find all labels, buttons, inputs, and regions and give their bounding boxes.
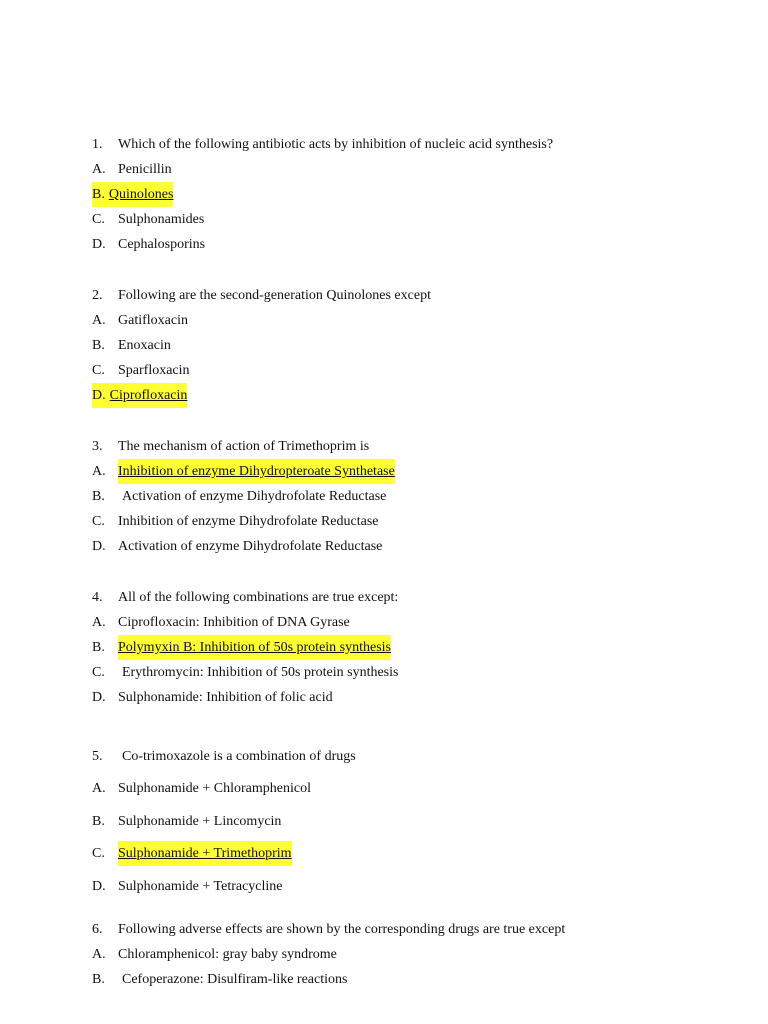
option-letter: B. [92,489,105,504]
option-text: Sulphonamide + Tetracycline [118,879,283,894]
question-text: Co-trimoxazole is a combination of drugs [122,749,356,764]
option-b [92,182,732,207]
option-text: Sulphonamide + Chloramphenicol [118,781,311,796]
option-d [92,534,732,559]
question-text: The mechanism of action of Trimethoprim is [118,439,370,454]
option-letter: B. [92,972,105,987]
option-text: Cephalosporins [118,237,206,252]
question-number: 2. [92,288,103,303]
option-text: Sulphonamides [118,212,205,227]
option-d [92,383,732,408]
option-letter: A. [92,313,106,328]
option-letter: A. [92,947,106,962]
option-text: Activation of enzyme Dihydrofolate Reductase [118,539,383,554]
question-5 [92,744,732,899]
option-text: Quinolones [108,187,174,202]
option-b [92,967,732,992]
question-text: All of the following combinations are true except: [118,590,399,605]
option-b [92,333,732,358]
question-stem [92,585,732,610]
option-text: Cefoperazone: Disulfiram-like reactions [122,972,348,987]
option-a [92,942,732,967]
option-letter: D. [92,388,106,403]
option-c [92,509,732,534]
option-a [92,308,732,333]
option-c [92,660,732,685]
option-a [92,610,732,635]
option-b [92,484,732,509]
question-number: 3. [92,439,103,454]
option-c [92,207,732,232]
option-letter: B. [92,338,105,353]
option-text: Erythromycin: Inhibition of 50s protein synthesis [122,665,399,680]
question-6 [92,917,732,992]
highlighted-answer [92,383,187,408]
question-stem [92,917,732,942]
question-text: Following are the second-generation Quinolones except [118,288,431,303]
option-letter: D. [92,879,106,894]
question-3 [92,434,732,559]
option-text: Inhibition of enzyme Dihydropteroate Synthetase [118,464,395,479]
option-c [92,841,732,866]
option-letter: C. [92,665,105,680]
option-text: Penicillin [118,162,172,177]
option-text: Activation of enzyme Dihydrofolate Reductase [122,489,387,504]
option-d [92,874,732,899]
question-text: Which of the following antibiotic acts by inhibition of nucleic acid synthesis? [118,137,554,152]
option-letter: D. [92,690,106,705]
option-text: Inhibition of enzyme Dihydrofolate Reductase [118,514,379,529]
option-text: Ciprofloxacin [109,388,188,403]
highlighted-answer [118,635,391,660]
question-text: Following adverse effects are shown by the corresponding drugs are true except [118,922,566,937]
question-1 [92,132,732,257]
option-text: Sulphonamide + Lincomycin [118,814,282,829]
highlighted-answer [118,459,395,484]
option-b [92,809,732,834]
option-letter: A. [92,162,106,177]
option-b [92,635,732,660]
highlighted-answer [92,182,173,207]
option-letter: D. [92,539,106,554]
option-letter: A. [92,615,106,630]
option-a [92,776,732,801]
option-letter: C. [92,212,105,227]
option-letter: D. [92,237,106,252]
highlighted-answer [118,841,292,866]
option-text: Ciprofloxacin: Inhibition of DNA Gyrase [118,615,350,630]
question-number: 6. [92,922,103,937]
option-text: Sparfloxacin [118,363,190,378]
option-text: Sulphonamide + Trimethoprim [118,846,292,861]
option-a [92,157,732,182]
option-text: Sulphonamide: Inhibition of folic acid [118,690,333,705]
option-letter: C. [92,363,105,378]
option-c [92,358,732,383]
option-letter: A. [92,464,106,479]
option-letter: B. [92,187,105,202]
option-a [92,459,732,484]
question-4 [92,585,732,710]
option-text: Polymyxin B: Inhibition of 50s protein synthesis [118,640,392,655]
question-number: 1. [92,137,103,152]
question-number: 5. [92,749,103,764]
option-letter: C. [92,846,105,861]
question-2 [92,283,732,408]
option-text: Chloramphenicol: gray baby syndrome [118,947,337,962]
question-stem [92,283,732,308]
question-stem [92,132,732,157]
option-letter: C. [92,514,105,529]
option-letter: A. [92,781,106,796]
option-letter: B. [92,640,105,655]
option-text: Gatifloxacin [118,313,188,328]
option-letter: B. [92,814,105,829]
question-stem [92,434,732,459]
option-d [92,232,732,257]
question-number: 4. [92,590,103,605]
question-stem [92,744,732,769]
option-text: Enoxacin [118,338,171,353]
option-d [92,685,732,710]
